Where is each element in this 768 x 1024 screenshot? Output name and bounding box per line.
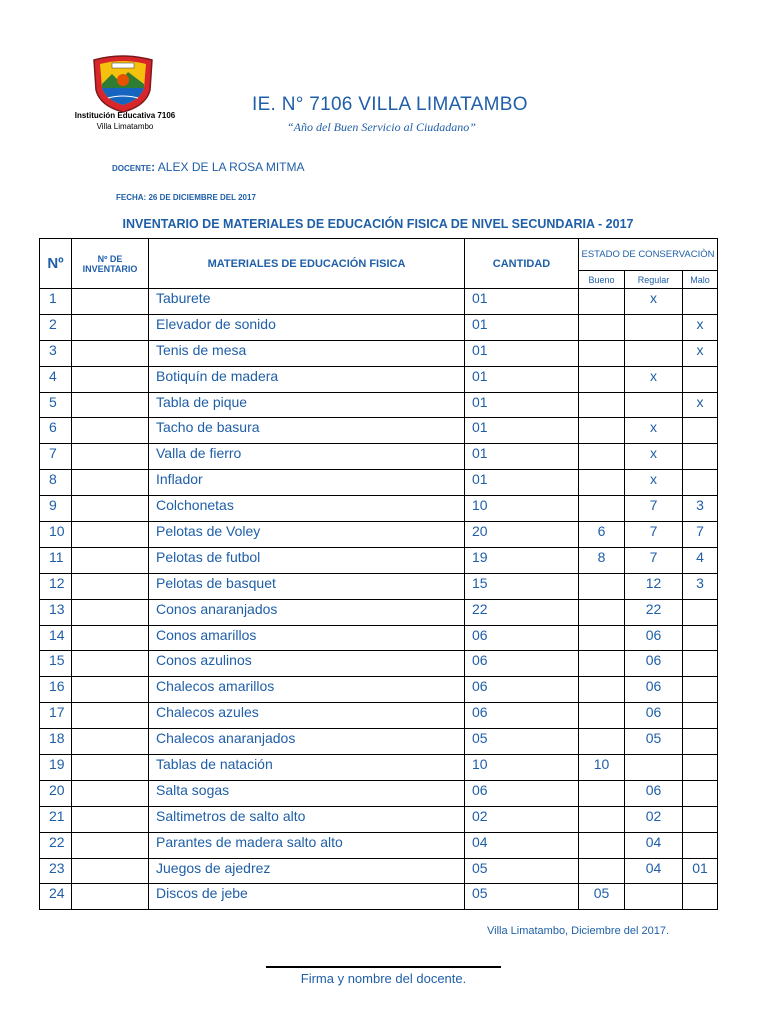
quantity: 01 xyxy=(465,314,579,340)
quantity: 01 xyxy=(465,470,579,496)
state-bad xyxy=(683,729,718,755)
row-number: 5 xyxy=(40,392,72,418)
material-name: Colchonetas xyxy=(149,496,465,522)
state-good xyxy=(579,496,625,522)
material-name: Pelotas de basquet xyxy=(149,573,465,599)
row-number: 12 xyxy=(40,573,72,599)
row-number: 13 xyxy=(40,599,72,625)
state-good: 8 xyxy=(579,547,625,573)
state-regular xyxy=(625,314,683,340)
table-row xyxy=(40,651,718,677)
material-name: Tenis de mesa xyxy=(149,340,465,366)
quantity: 02 xyxy=(465,806,579,832)
state-regular: 12 xyxy=(625,573,683,599)
state-good xyxy=(579,858,625,884)
material-name: Tablas de natación xyxy=(149,755,465,781)
state-good: 10 xyxy=(579,755,625,781)
quantity: 06 xyxy=(465,780,579,806)
quantity: 06 xyxy=(465,651,579,677)
signature-line xyxy=(266,966,501,968)
material-name: Discos de jebe xyxy=(149,884,465,910)
material-name: Chalecos azules xyxy=(149,703,465,729)
table-row xyxy=(40,780,718,806)
state-good xyxy=(579,573,625,599)
material-name: Botiquín de madera xyxy=(149,366,465,392)
material-name: Pelotas de futbol xyxy=(149,547,465,573)
inventory-number xyxy=(72,599,149,625)
material-name: Salta sogas xyxy=(149,780,465,806)
row-number: 4 xyxy=(40,366,72,392)
row-number: 6 xyxy=(40,418,72,444)
state-regular: 04 xyxy=(625,832,683,858)
state-good xyxy=(579,470,625,496)
state-regular: 06 xyxy=(625,780,683,806)
state-bad xyxy=(683,832,718,858)
table-row xyxy=(40,547,718,573)
material-name: Taburete xyxy=(149,289,465,315)
state-bad xyxy=(683,599,718,625)
table-row xyxy=(40,496,718,522)
material-name: Saltimetros de salto alto xyxy=(149,806,465,832)
state-good xyxy=(579,314,625,340)
state-good xyxy=(579,832,625,858)
state-bad xyxy=(683,625,718,651)
inventory-rows xyxy=(40,289,718,910)
quantity: 06 xyxy=(465,677,579,703)
quantity: 06 xyxy=(465,625,579,651)
quantity: 06 xyxy=(465,703,579,729)
state-regular: 04 xyxy=(625,858,683,884)
state-regular: 22 xyxy=(625,599,683,625)
row-number: 19 xyxy=(40,755,72,781)
state-bad: x xyxy=(683,314,718,340)
table-row xyxy=(40,677,718,703)
state-bad xyxy=(683,703,718,729)
inventory-number xyxy=(72,806,149,832)
state-regular xyxy=(625,340,683,366)
state-regular: 02 xyxy=(625,806,683,832)
row-number: 11 xyxy=(40,547,72,573)
inventory-number xyxy=(72,522,149,548)
table-row xyxy=(40,392,718,418)
header-num: Nº xyxy=(40,239,72,289)
teacher-line xyxy=(112,160,305,174)
state-good xyxy=(579,599,625,625)
header-conservation-state: ESTADO DE CONSERVACIÒN xyxy=(579,239,718,271)
state-good: 6 xyxy=(579,522,625,548)
state-bad: x xyxy=(683,340,718,366)
state-regular: 7 xyxy=(625,496,683,522)
state-regular: 06 xyxy=(625,625,683,651)
table-row xyxy=(40,832,718,858)
state-bad xyxy=(683,444,718,470)
header-good: Bueno xyxy=(579,271,625,289)
quantity: 01 xyxy=(465,418,579,444)
state-good xyxy=(579,729,625,755)
state-bad xyxy=(683,289,718,315)
state-regular: x xyxy=(625,366,683,392)
state-regular xyxy=(625,755,683,781)
institution-location: Villa Limatambo xyxy=(96,122,154,131)
material-name: Conos azulinos xyxy=(149,651,465,677)
date-line: FECHA: 26 DE DICIEMBRE DEL 2017 xyxy=(116,193,256,202)
state-regular: 06 xyxy=(625,703,683,729)
state-good xyxy=(579,625,625,651)
row-number: 21 xyxy=(40,806,72,832)
state-regular: 06 xyxy=(625,651,683,677)
row-number: 3 xyxy=(40,340,72,366)
state-bad xyxy=(683,366,718,392)
quantity: 05 xyxy=(465,858,579,884)
state-good xyxy=(579,289,625,315)
state-good xyxy=(579,444,625,470)
institution-name: Institución Educativa 7106 xyxy=(74,111,176,120)
row-number: 1 xyxy=(40,289,72,315)
state-regular: 06 xyxy=(625,677,683,703)
row-number: 18 xyxy=(40,729,72,755)
state-bad xyxy=(683,470,718,496)
inventory-number xyxy=(72,729,149,755)
state-bad: 3 xyxy=(683,496,718,522)
state-good xyxy=(579,340,625,366)
state-bad xyxy=(683,884,718,910)
inventory-number xyxy=(72,314,149,340)
teacher-name: ALEX DE LA ROSA MITMA xyxy=(157,160,305,174)
table-row xyxy=(40,755,718,781)
inventory-number xyxy=(72,780,149,806)
table-row xyxy=(40,444,718,470)
state-good xyxy=(579,418,625,444)
quantity: 10 xyxy=(465,496,579,522)
table-row xyxy=(40,599,718,625)
institution-label xyxy=(60,110,190,132)
inventory-table xyxy=(39,238,718,910)
place-and-date: Villa Limatambo, Diciembre del 2017. xyxy=(487,925,669,937)
inventory-number xyxy=(72,444,149,470)
state-good xyxy=(579,366,625,392)
table-row xyxy=(40,573,718,599)
quantity: 22 xyxy=(465,599,579,625)
state-bad xyxy=(683,418,718,444)
state-good xyxy=(579,677,625,703)
inventory-number xyxy=(72,366,149,392)
material-name: Pelotas de Voley xyxy=(149,522,465,548)
header-materials: MATERIALES DE EDUCACIÓN FISICA xyxy=(149,239,465,289)
quantity: 05 xyxy=(465,729,579,755)
inventory-number xyxy=(72,884,149,910)
state-regular xyxy=(625,392,683,418)
state-regular: x xyxy=(625,470,683,496)
quantity: 05 xyxy=(465,884,579,910)
inventory-number xyxy=(72,496,149,522)
inventory-number xyxy=(72,651,149,677)
state-good xyxy=(579,392,625,418)
school-crest-logo xyxy=(88,54,158,114)
header-regular: Regular xyxy=(625,271,683,289)
material-name: Chalecos amarillos xyxy=(149,677,465,703)
inventory-number xyxy=(72,340,149,366)
table-row xyxy=(40,858,718,884)
state-regular xyxy=(625,884,683,910)
table-row xyxy=(40,314,718,340)
state-regular: 7 xyxy=(625,522,683,548)
state-bad: 7 xyxy=(683,522,718,548)
state-good xyxy=(579,806,625,832)
state-regular: 7 xyxy=(625,547,683,573)
row-number: 14 xyxy=(40,625,72,651)
row-number: 10 xyxy=(40,522,72,548)
table-row xyxy=(40,729,718,755)
signature-caption: Firma y nombre del docente. xyxy=(300,971,467,986)
inventory-number xyxy=(72,625,149,651)
state-good xyxy=(579,703,625,729)
state-bad xyxy=(683,780,718,806)
material-name: Juegos de ajedrez xyxy=(149,858,465,884)
state-bad: 4 xyxy=(683,547,718,573)
state-good xyxy=(579,780,625,806)
table-row xyxy=(40,703,718,729)
inventory-number xyxy=(72,470,149,496)
teacher-colon: : xyxy=(151,160,156,174)
teacher-label: DOCENTE xyxy=(112,164,152,173)
quantity: 20 xyxy=(465,522,579,548)
table-row xyxy=(40,418,718,444)
material-name: Inflador xyxy=(149,470,465,496)
page-title: IE. N° 7106 VILLA LIMATAMBO xyxy=(252,94,528,115)
state-regular: 05 xyxy=(625,729,683,755)
table-row xyxy=(40,806,718,832)
quantity: 01 xyxy=(465,444,579,470)
state-bad xyxy=(683,651,718,677)
table-row xyxy=(40,470,718,496)
table-row xyxy=(40,289,718,315)
quantity: 10 xyxy=(465,755,579,781)
inventory-number xyxy=(72,677,149,703)
material-name: Chalecos anaranjados xyxy=(149,729,465,755)
quantity: 01 xyxy=(465,366,579,392)
quantity: 01 xyxy=(465,392,579,418)
table-row xyxy=(40,366,718,392)
inventory-number xyxy=(72,547,149,573)
table-row xyxy=(40,884,718,910)
material-name: Conos amarillos xyxy=(149,625,465,651)
material-name: Elevador de sonido xyxy=(149,314,465,340)
inventory-title: INVENTARIO DE MATERIALES DE EDUCACIÓN FISICA DE NIVEL SECUNDARIA - 2017 xyxy=(122,217,634,231)
row-number: 22 xyxy=(40,832,72,858)
inventory-number xyxy=(72,573,149,599)
table-row xyxy=(40,625,718,651)
state-bad: 3 xyxy=(683,573,718,599)
state-regular: x xyxy=(625,444,683,470)
inventory-number xyxy=(72,858,149,884)
quantity: 01 xyxy=(465,340,579,366)
row-number: 24 xyxy=(40,884,72,910)
row-number: 2 xyxy=(40,314,72,340)
row-number: 7 xyxy=(40,444,72,470)
row-number: 16 xyxy=(40,677,72,703)
quantity: 04 xyxy=(465,832,579,858)
row-number: 17 xyxy=(40,703,72,729)
table-row xyxy=(40,340,718,366)
quantity: 01 xyxy=(465,289,579,315)
state-bad xyxy=(683,677,718,703)
material-name: Valla de fierro xyxy=(149,444,465,470)
state-bad xyxy=(683,755,718,781)
row-number: 20 xyxy=(40,780,72,806)
inventory-number xyxy=(72,392,149,418)
state-regular: x xyxy=(625,418,683,444)
year-motto: “Año del Buen Servicio al Ciudadano” xyxy=(287,120,476,134)
header-quantity: CANTIDAD xyxy=(465,239,579,289)
inventory-number xyxy=(72,832,149,858)
row-number: 9 xyxy=(40,496,72,522)
header-bad: Malo xyxy=(683,271,718,289)
state-bad: x xyxy=(683,392,718,418)
quantity: 19 xyxy=(465,547,579,573)
quantity: 15 xyxy=(465,573,579,599)
material-name: Parantes de madera salto alto xyxy=(149,832,465,858)
state-good xyxy=(579,651,625,677)
material-name: Tabla de pique xyxy=(149,392,465,418)
table-row xyxy=(40,522,718,548)
inventory-number xyxy=(72,755,149,781)
header-inventory-number: Nº DE INVENTARIO xyxy=(72,239,149,289)
inventory-number xyxy=(72,703,149,729)
state-bad: 01 xyxy=(683,858,718,884)
row-number: 15 xyxy=(40,651,72,677)
state-bad xyxy=(683,806,718,832)
state-good: 05 xyxy=(579,884,625,910)
inventory-number xyxy=(72,289,149,315)
material-name: Tacho de basura xyxy=(149,418,465,444)
row-number: 8 xyxy=(40,470,72,496)
row-number: 23 xyxy=(40,858,72,884)
inventory-number xyxy=(72,418,149,444)
state-regular: x xyxy=(625,289,683,315)
material-name: Conos anaranjados xyxy=(149,599,465,625)
